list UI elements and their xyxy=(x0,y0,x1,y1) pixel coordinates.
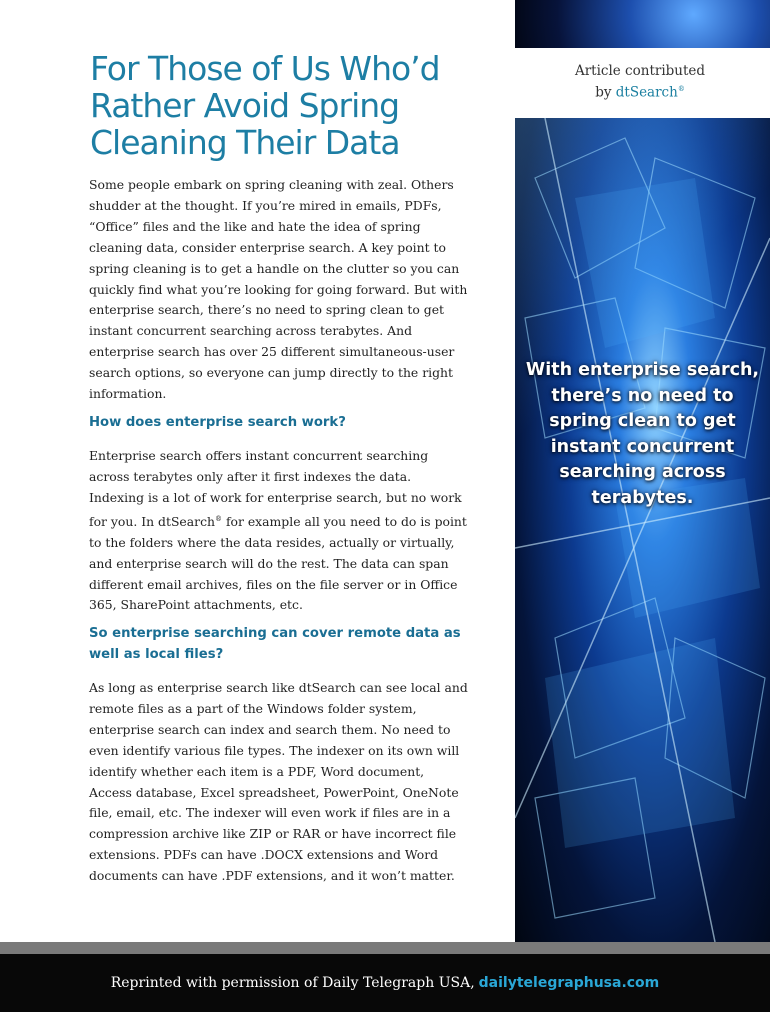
section1-paragraph xyxy=(89,446,469,616)
section-heading-how: How does enterprise search work? xyxy=(89,415,346,430)
footer-bar xyxy=(0,954,770,1012)
title-line-3: Cleaning Their Data xyxy=(90,123,400,162)
section2-paragraph: As long as enterprise search like dtSearch can see local and remote files as a part of the Windows folder system, enterprise search can index and search them. No need to even identify various file types. The indexer on its own will identify whether each item is a PDF, Word document, Access database, Excel spreadsheet, PowerPoint, OneNote file, email, etc. The indexer will even work if files are in a compression archive like ZIP or RAR or have incorrect file extensions. PDFs can have .DOCX extensions and Word documents can have .PDF extensions, and it won’t matter. xyxy=(89,680,468,884)
section1-registered-mark: ® xyxy=(215,514,222,523)
section-heading-remote: So enterprise searching can cover remote data as well as local files? xyxy=(89,626,461,662)
contributed-by-label: by xyxy=(595,84,616,101)
contributed-label: Article contributed xyxy=(574,63,706,79)
intro-paragraph: Some people embark on spring cleaning with zeal. Others shudder at the thought. If you’re mired in emails, PDFs, “Office” files and the like and hate the idea of spring cleaning data, consider enterprise search. A key point to spring cleaning is to get a handle on the clutter so you can quickly find what you’re looking for going forward. But with enterprise search, there’s no need to spring clean to get instant concurrent searching across terabytes. And enterprise search has over 25 different simultaneous-user search options, so everyone can jump directly to the right information. xyxy=(89,177,468,402)
title-line-2: Rather Avoid Spring xyxy=(90,86,400,125)
registered-mark: ® xyxy=(677,85,685,93)
footer-site-link[interactable]: dailytelegraphusa.com xyxy=(478,975,660,991)
footer-divider xyxy=(0,942,770,954)
abstract-data-image xyxy=(515,118,770,942)
page-bottom-margin xyxy=(0,1012,770,1024)
title-line-1: For Those of Us Who’d xyxy=(90,49,440,88)
contributor-line xyxy=(540,80,740,102)
pull-quote: With enterprise search, there’s no need to spring clean to get instant concurrent searching across terabytes. xyxy=(525,360,760,508)
section2-paragraph-block xyxy=(89,678,469,887)
intro-paragraph-block xyxy=(89,175,469,405)
shard-pattern xyxy=(515,118,770,942)
contributor-name: dtSearch xyxy=(615,84,678,101)
section1-text-a: Enterprise search offers instant concurrent searching across terabytes only after it first indexes the data. Indexing is a lot of work for enterprise search, but no work for you. In dtSearch xyxy=(89,448,462,529)
section1-text-b: for example all you need to do is point to the folders where the data resides, actually or virtually, and enterprise search will do the rest. The data can span different email archives, files on the file server or in Office 365, SharePoint attachments, etc. xyxy=(89,513,467,613)
article-title xyxy=(90,50,490,161)
contribution-credit xyxy=(540,62,740,102)
section1-paragraph-block xyxy=(89,446,469,616)
top-header-image xyxy=(515,0,770,48)
footer-credit-text: Reprinted with permission of Daily Telegraph USA, xyxy=(110,975,475,991)
